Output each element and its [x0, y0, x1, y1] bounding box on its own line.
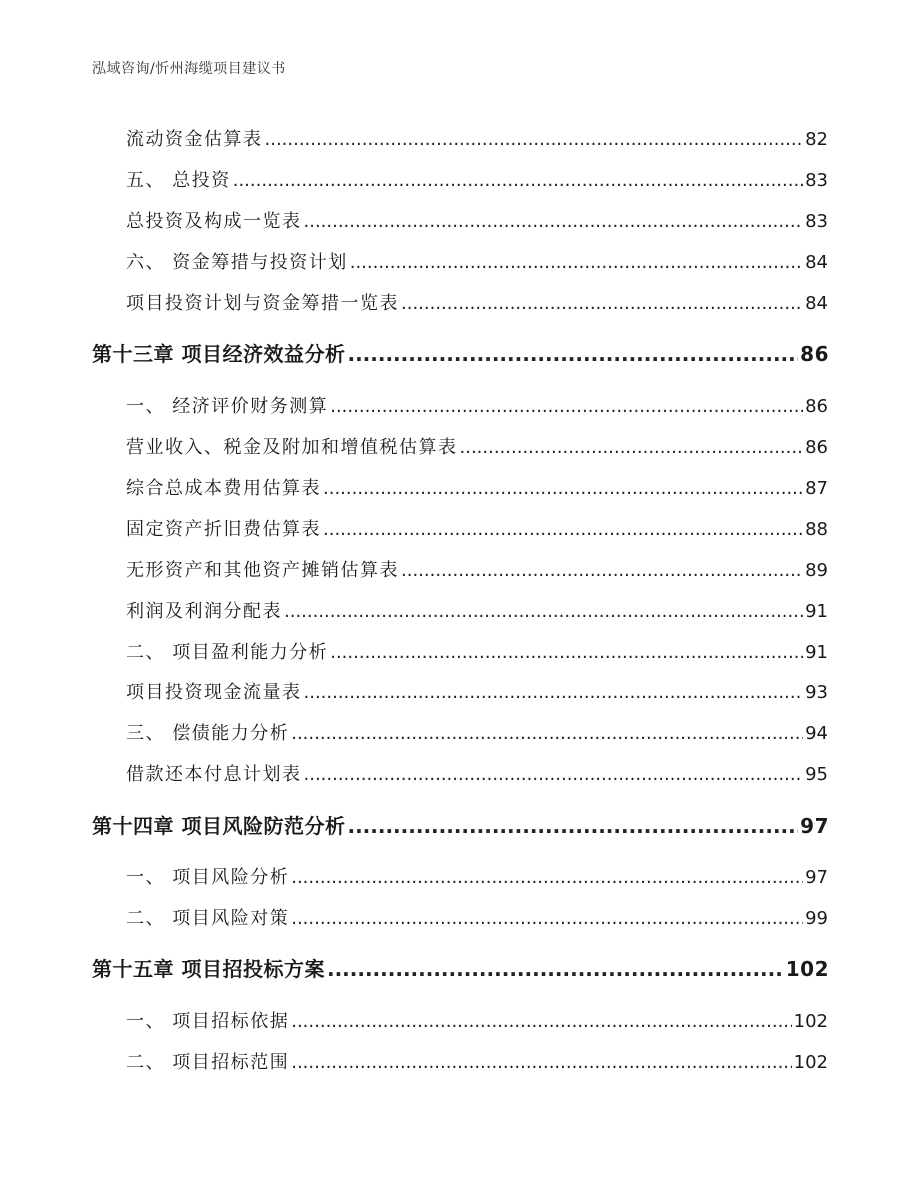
toc-entry-page: 84	[805, 293, 828, 314]
toc-entry-title: 无形资产和其他资产摊销估算表	[126, 560, 399, 581]
toc-entry-page: 97	[805, 867, 828, 888]
toc-chapter-title: 第十三章 项目经济效益分析	[92, 342, 346, 366]
running-header: 泓域咨询/忻州海缆项目建议书	[92, 61, 286, 77]
toc-entry-page: 99	[805, 908, 828, 929]
toc-entry-title: 营业收入、税金及附加和增值税估算表	[126, 437, 458, 458]
toc-entry-page: 87	[805, 478, 828, 499]
toc-entry[interactable]	[126, 760, 828, 786]
dot-leader	[291, 908, 803, 929]
toc-chapter-entry[interactable]	[92, 953, 829, 982]
toc-entry-title: 固定资产折旧费估算表	[126, 519, 321, 540]
toc-entry-page: 91	[805, 642, 828, 663]
toc-entry-page: 86	[805, 396, 828, 417]
toc-entry[interactable]	[126, 207, 828, 233]
dot-leader	[330, 396, 803, 417]
toc-entry[interactable]	[126, 1048, 828, 1074]
dot-leader	[265, 129, 804, 150]
dot-leader	[330, 642, 803, 663]
toc-entry-title: 五、 总投资	[126, 170, 231, 191]
toc-entry[interactable]	[126, 392, 828, 418]
toc-entry[interactable]	[126, 678, 828, 704]
toc-chapter-page: 86	[800, 342, 829, 366]
dot-leader	[327, 957, 784, 981]
toc-entry[interactable]	[126, 166, 828, 192]
toc-entry[interactable]	[126, 515, 828, 541]
toc-entry-page: 83	[805, 170, 828, 191]
toc-chapter-entry[interactable]	[92, 338, 829, 367]
toc-entry-title: 一、 经济评价财务测算	[126, 396, 329, 417]
toc-chapter-title: 第十四章 项目风险防范分析	[92, 814, 346, 838]
toc-entry-title: 一、 项目招标依据	[126, 1011, 290, 1032]
toc-entry-title: 借款还本付息计划表	[126, 764, 302, 785]
toc-entry[interactable]	[126, 556, 828, 582]
dot-leader	[291, 867, 803, 888]
toc-entry-title: 一、 项目风险分析	[126, 867, 290, 888]
toc-entry-page: 102	[793, 1011, 828, 1032]
toc-entry[interactable]	[126, 904, 828, 930]
dot-leader	[284, 601, 803, 622]
toc-entry-page: 86	[805, 437, 828, 458]
toc-entry-title: 综合总成本费用估算表	[126, 478, 321, 499]
toc-entry[interactable]	[126, 125, 828, 151]
dot-leader	[291, 1052, 791, 1073]
dot-leader	[304, 211, 804, 232]
dot-leader	[291, 1011, 791, 1032]
toc-entry-page: 94	[805, 723, 828, 744]
toc-entry-title: 三、 偿债能力分析	[126, 723, 290, 744]
toc-entry-page: 102	[793, 1052, 828, 1073]
dot-leader	[347, 342, 798, 366]
toc-chapter-title: 第十五章 项目招投标方案	[92, 957, 325, 981]
dot-leader	[347, 814, 798, 838]
toc-entry-title: 利润及利润分配表	[126, 601, 282, 622]
toc-entry[interactable]	[126, 289, 828, 315]
dot-leader	[401, 560, 803, 581]
toc-entry[interactable]	[126, 474, 828, 500]
dot-leader	[304, 682, 804, 703]
dot-leader	[350, 252, 803, 273]
toc-entry-title: 流动资金估算表	[126, 129, 263, 150]
toc-entry-title: 六、 资金筹措与投资计划	[126, 252, 348, 273]
toc-entry-page: 93	[805, 682, 828, 703]
dot-leader	[304, 764, 804, 785]
dot-leader	[323, 519, 803, 540]
toc-entry-page: 91	[805, 601, 828, 622]
dot-leader	[460, 437, 804, 458]
toc-entry-page: 88	[805, 519, 828, 540]
toc-entry-title: 项目投资计划与资金筹措一览表	[126, 293, 399, 314]
toc-entry[interactable]	[126, 1007, 828, 1033]
toc-entry-title: 二、 项目风险对策	[126, 908, 290, 929]
toc-chapter-page: 97	[800, 814, 829, 838]
toc-entry-page: 83	[805, 211, 828, 232]
toc-chapter-page: 102	[785, 957, 829, 981]
toc-entry[interactable]	[126, 863, 828, 889]
toc-entry-title: 总投资及构成一览表	[126, 211, 302, 232]
dot-leader	[401, 293, 803, 314]
toc-entry[interactable]	[126, 719, 828, 745]
toc-entry-title: 项目投资现金流量表	[126, 682, 302, 703]
toc-entry-page: 89	[805, 560, 828, 581]
dot-leader	[233, 170, 803, 191]
dot-leader	[291, 723, 803, 744]
toc-entry-page: 95	[805, 764, 828, 785]
toc-entry[interactable]	[126, 597, 828, 623]
toc-entry-title: 二、 项目盈利能力分析	[126, 642, 329, 663]
toc-entry[interactable]	[126, 433, 828, 459]
toc-entry-title: 二、 项目招标范围	[126, 1052, 290, 1073]
toc-chapter-entry[interactable]	[92, 810, 829, 839]
dot-leader	[323, 478, 803, 499]
toc-entry[interactable]	[126, 248, 828, 274]
toc-entry-page: 84	[805, 252, 828, 273]
toc-entry-page: 82	[805, 129, 828, 150]
toc-entry[interactable]	[126, 638, 828, 664]
